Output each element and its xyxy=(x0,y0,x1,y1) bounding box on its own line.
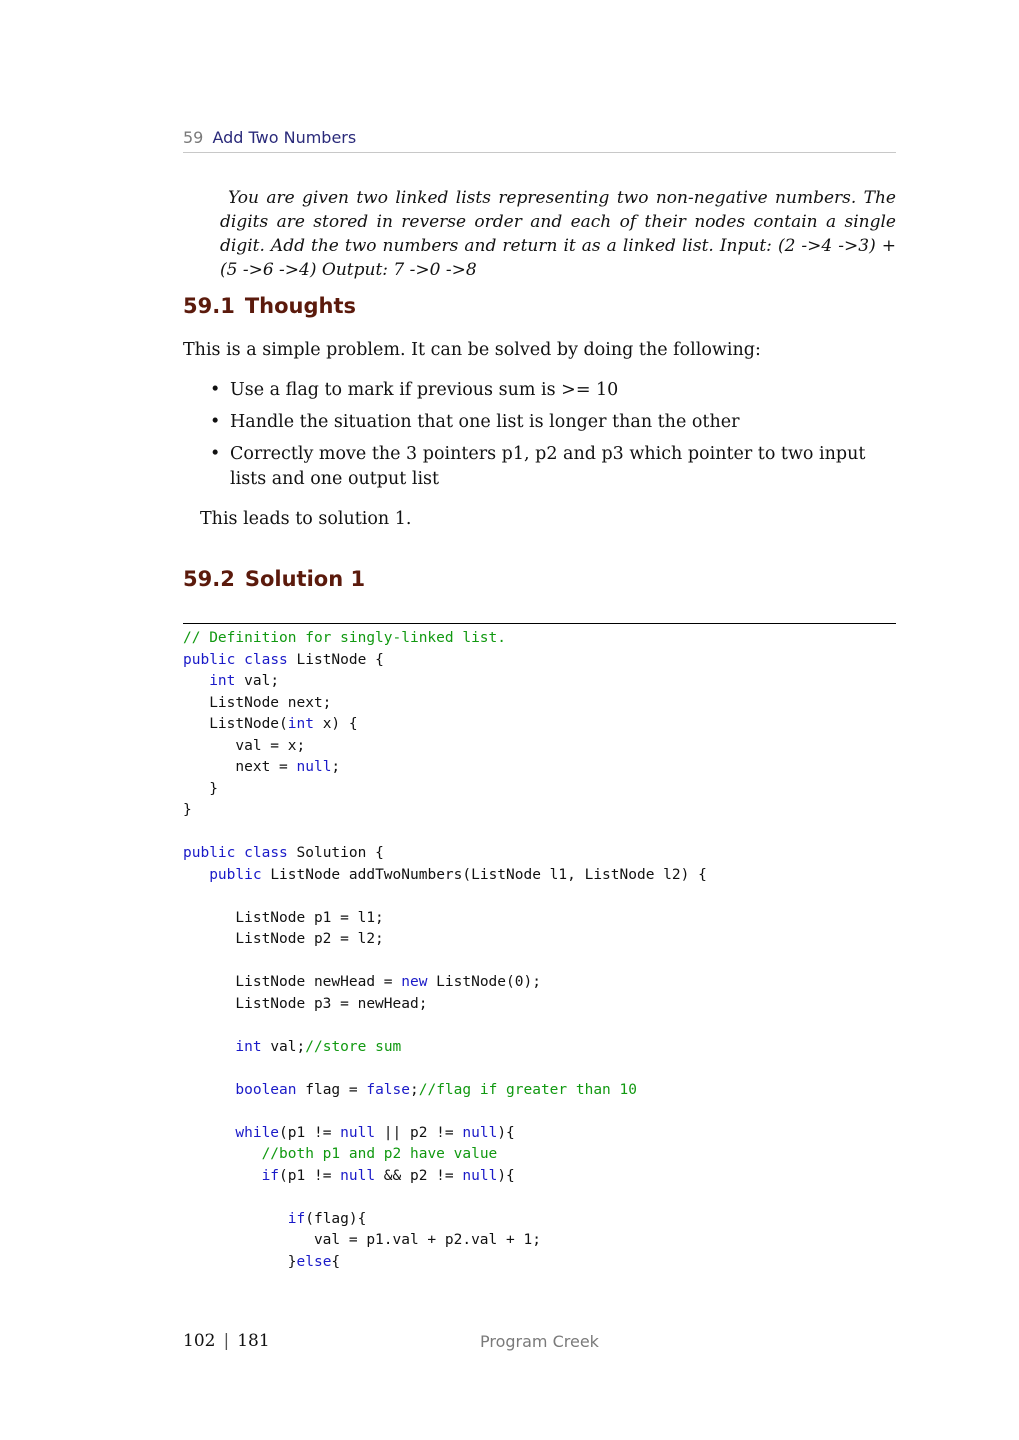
list-item xyxy=(183,410,896,435)
current-page: 102 xyxy=(183,1331,216,1351)
chapter-number: 59 xyxy=(183,128,204,147)
code-keyword: public xyxy=(183,845,236,861)
code-text xyxy=(183,867,209,883)
list-item xyxy=(183,378,896,403)
code-line xyxy=(183,1144,707,1166)
code-text: ListNode( xyxy=(183,716,288,732)
code-keyword: null xyxy=(462,1167,498,1184)
code-line xyxy=(183,1166,707,1188)
code-line xyxy=(183,650,707,672)
code-text: ListNode newHead = xyxy=(183,974,402,990)
code-line xyxy=(183,822,707,844)
list-item xyxy=(183,442,896,492)
code-text: Solution { xyxy=(287,845,384,861)
code-line xyxy=(183,1058,707,1080)
code-text: ListNode p3 = newHead; xyxy=(183,995,428,1012)
section-number: 59.2 xyxy=(183,567,235,591)
code-line xyxy=(183,886,707,908)
code-text: ListNode next; xyxy=(183,694,332,711)
code-line xyxy=(183,908,707,930)
code-keyword: if xyxy=(287,1210,306,1227)
code-line xyxy=(183,1015,707,1037)
code-keyword: null xyxy=(340,1124,376,1141)
list-item-text: Use a flag to mark if previous sum is >= 10 xyxy=(230,380,619,400)
code-top-rule xyxy=(183,623,896,624)
code-text xyxy=(183,1168,262,1184)
code-line xyxy=(183,714,707,736)
code-text: } xyxy=(183,802,192,818)
code-keyword: boolean xyxy=(235,1081,297,1098)
problem-statement: You are given two linked lists representing two non-negative numbers. The digits are stored in reverse order and each of their nodes contain a single digit. Add the two numbers and return it as a linked list. Input: (2 ->4 ->3) + (5 ->6 ->4) Output: 7 ->0 ->8 xyxy=(220,188,896,280)
code-line xyxy=(183,1101,707,1123)
code-keyword: else xyxy=(296,1253,332,1270)
code-text: (flag){ xyxy=(305,1210,367,1227)
code-comment: // Definition for singly-linked list. xyxy=(183,630,507,646)
list-item-text: Correctly move the 3 pointers p1, p2 and p3 which pointer to two input lists and one output list xyxy=(230,444,866,489)
code-text xyxy=(235,652,244,668)
code-line xyxy=(183,779,707,801)
code-text xyxy=(183,673,209,689)
code-keyword: null xyxy=(296,759,332,775)
code-text: ListNode addTwoNumbers(ListNode l1, ListNode l2) { xyxy=(261,866,707,883)
code-text: next = xyxy=(183,759,297,775)
code-line xyxy=(183,1123,707,1145)
code-line xyxy=(183,1230,707,1252)
code-line xyxy=(183,929,707,951)
code-text: || p2 != xyxy=(375,1124,463,1141)
code-text: } xyxy=(183,780,218,797)
code-text: (p1 != xyxy=(279,1167,341,1184)
section-heading-thoughts xyxy=(183,294,356,318)
code-text: } xyxy=(183,1253,297,1270)
code-line xyxy=(183,1209,707,1231)
code-text: ; xyxy=(331,759,341,775)
code-keyword: int xyxy=(235,1038,262,1055)
code-text: ){ xyxy=(497,1167,515,1184)
code-line xyxy=(183,757,707,779)
code-line xyxy=(183,800,707,822)
page-number xyxy=(183,1331,270,1351)
leads-to-paragraph: This leads to solution 1. xyxy=(200,509,412,529)
code-line xyxy=(183,1252,707,1274)
code-text: ){ xyxy=(497,1124,515,1141)
list-item-text: Handle the situation that one list is longer than the other xyxy=(230,412,740,432)
code-comment: //both p1 and p2 have value xyxy=(261,1146,498,1162)
code-keyword: class xyxy=(244,651,288,668)
code-text xyxy=(183,1039,235,1055)
code-text: x) { xyxy=(313,716,358,732)
code-line xyxy=(183,671,707,693)
thoughts-list xyxy=(183,378,896,499)
code-text: && p2 != xyxy=(375,1167,463,1184)
code-listing xyxy=(183,628,707,1273)
footer-brand: Program Creek xyxy=(480,1332,599,1351)
section-title: Solution 1 xyxy=(244,567,366,591)
code-text: ListNode(0); xyxy=(427,974,541,990)
code-text xyxy=(183,1146,262,1162)
code-keyword: new xyxy=(401,974,428,990)
running-header xyxy=(183,128,896,153)
code-line xyxy=(183,693,707,715)
code-text: ; xyxy=(410,1081,419,1098)
code-text: val = p1.val + p2.val + 1; xyxy=(183,1232,541,1248)
code-keyword: public xyxy=(209,866,262,883)
intro-paragraph: This is a simple problem. It can be solved by doing the following: xyxy=(183,340,761,360)
code-comment: //flag if greater than 10 xyxy=(418,1081,637,1098)
code-keyword: int xyxy=(287,716,314,732)
code-keyword: class xyxy=(244,845,288,861)
code-text: flag = xyxy=(296,1081,367,1098)
section-number: 59.1 xyxy=(183,294,235,318)
code-line xyxy=(183,843,707,865)
chapter-title: Add Two Numbers xyxy=(212,128,357,147)
bullet-icon: • xyxy=(210,412,221,432)
code-keyword: while xyxy=(235,1124,280,1141)
code-keyword: false xyxy=(366,1081,410,1098)
code-line xyxy=(183,1037,707,1059)
code-text xyxy=(183,1125,235,1141)
code-text: { xyxy=(331,1253,341,1270)
code-text xyxy=(183,1211,288,1227)
code-text xyxy=(183,1082,235,1098)
code-line xyxy=(183,736,707,758)
code-keyword: public xyxy=(183,651,236,668)
code-comment: //store sum xyxy=(305,1038,402,1055)
code-line xyxy=(183,628,707,650)
code-line xyxy=(183,1187,707,1209)
code-keyword: int xyxy=(209,673,236,689)
section-heading-solution-1 xyxy=(183,567,365,591)
code-line xyxy=(183,994,707,1016)
bullet-icon: • xyxy=(210,380,221,400)
code-keyword: null xyxy=(340,1167,376,1184)
code-text: ListNode p1 = l1; xyxy=(183,909,384,926)
code-text xyxy=(235,845,244,861)
code-text: ListNode { xyxy=(287,651,384,668)
code-line xyxy=(183,1080,707,1102)
bullet-icon: • xyxy=(210,444,221,464)
code-keyword: if xyxy=(261,1167,280,1184)
code-text: (p1 != xyxy=(279,1124,341,1141)
code-line xyxy=(183,972,707,994)
code-line xyxy=(183,865,707,887)
total-pages: 181 xyxy=(237,1331,270,1351)
page-separator: | xyxy=(223,1331,230,1351)
code-text: val = x; xyxy=(183,737,306,754)
section-title: Thoughts xyxy=(244,294,357,318)
code-text: ListNode p2 = l2; xyxy=(183,931,384,947)
code-line xyxy=(183,951,707,973)
code-keyword: null xyxy=(462,1124,498,1141)
code-text: val; xyxy=(235,673,280,689)
code-text: val; xyxy=(261,1038,306,1055)
